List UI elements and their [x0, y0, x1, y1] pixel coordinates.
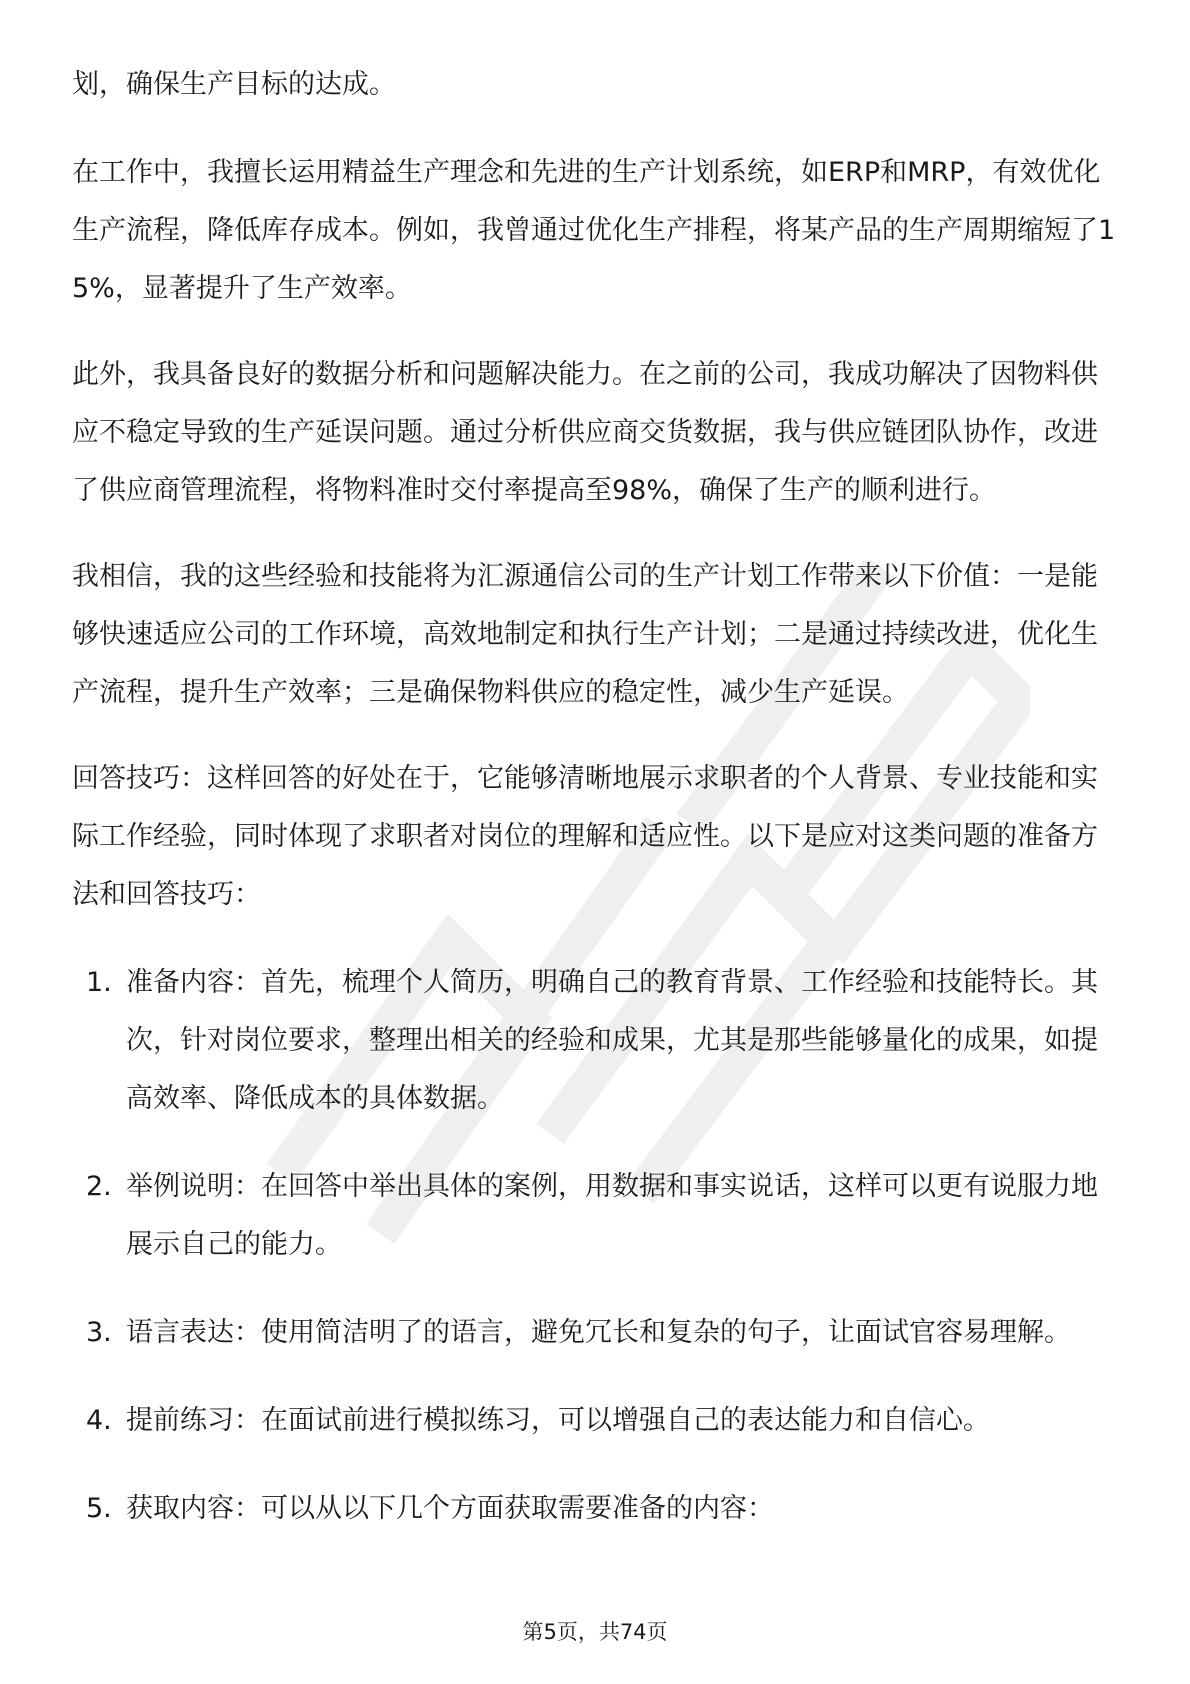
list-item	[72, 954, 1122, 1128]
paragraph-3: 此外，我具备良好的数据分析和问题解决能力。在之前的公司，我成功解决了因物料供应不稳定导致的生产延误问题。通过分析供应商交货数据，我与供应链团队协作，改进了供应商管理流程，将物料准时交付率提高至98%，确保了生产的顺利进行。	[72, 359, 1098, 506]
list-number: 2.	[86, 1171, 112, 1202]
list-item	[72, 1304, 1122, 1362]
list-item	[72, 1392, 1122, 1450]
page-number-footer: 第5页，共74页	[522, 1620, 668, 1644]
paragraph-4: 我相信，我的这些经验和技能将为汇源通信公司的生产计划工作带来以下价值：一是能够快速适应公司的工作环境，高效地制定和执行生产计划；二是通过持续改进，优化生产流程，提升生产效率；三是确保物料供应的稳定性，减少生产延误。	[72, 561, 1098, 708]
paragraph-2: 在工作中，我擅长运用精益生产理念和先进的生产计划系统，如ERP和MRP，有效优化生产流程，降低库存成本。例如，我曾通过优化生产排程，将某产品的生产周期缩短了15%，显著提升了生产效率。	[72, 157, 1116, 304]
list-item	[72, 1158, 1122, 1274]
list-text: 提前练习：在面试前进行模拟练习，可以增强自己的表达能力和自信心。	[126, 1405, 990, 1436]
paragraph-5: 回答技巧：这样回答的好处在于，它能够清晰地展示求职者的个人背景、专业技能和实际工作经验，同时体现了求职者对岗位的理解和适应性。以下是应对这类问题的准备方法和回答技巧：	[72, 763, 1098, 910]
paragraph-1: 划，确保生产目标的达成。	[72, 69, 396, 100]
list-text: 举例说明：在回答中举出具体的案例，用数据和事实说话，这样可以更有说服力地展示自己的能力。	[126, 1171, 1098, 1260]
list-number: 5.	[86, 1493, 112, 1524]
list-number: 3.	[86, 1317, 112, 1348]
list-text: 获取内容：可以从以下几个方面获取需要准备的内容：	[126, 1493, 774, 1524]
tips-list	[72, 954, 1122, 1538]
list-text: 语言表达：使用简洁明了的语言，避免冗长和复杂的句子，让面试官容易理解。	[126, 1317, 1071, 1348]
list-number: 4.	[86, 1405, 112, 1436]
document-body	[72, 56, 1122, 1568]
list-item	[72, 1480, 1122, 1538]
list-text: 准备内容：首先，梳理个人简历，明确自己的教育背景、工作经验和技能特长。其次，针对岗位要求，整理出相关的经验和成果，尤其是那些能够量化的成果，如提高效率、降低成本的具体数据。	[126, 967, 1098, 1114]
list-number: 1.	[86, 967, 112, 998]
